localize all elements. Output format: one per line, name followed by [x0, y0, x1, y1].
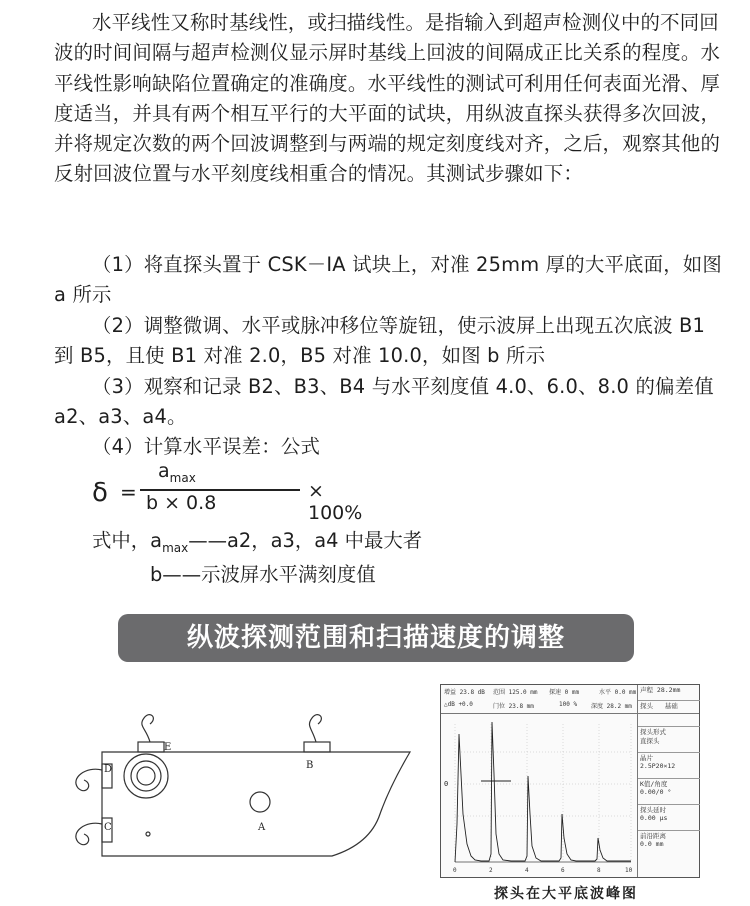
- where-line-b: b——示波屏水平满刻度值: [150, 563, 376, 586]
- formula-delta: δ: [92, 478, 108, 508]
- hdr-horizontal: 水平 0.0 mm: [599, 689, 637, 696]
- error-formula: [90, 458, 363, 524]
- cable-e: [142, 715, 154, 742]
- lens-middle: [131, 761, 161, 791]
- hdr-gate: 门位 23.8 mm: [493, 703, 534, 710]
- hdr-percent: 100 %: [559, 701, 578, 708]
- formula-numerator: $a_{max}$: [158, 460, 196, 485]
- scope-side-panel: 声程 28.2mm 探头 基础 探头形式 直探头 晶片 2.5P20×12 K值/角度 0.00/0 ° 探头延时 0.00 μs 前沿距离 0.0 mm: [637, 685, 700, 877]
- probe-diagram: [50, 706, 420, 866]
- tick-8: 8: [597, 867, 601, 874]
- formula-denominator: b × 0.8: [146, 492, 217, 514]
- y-axis-label: 0: [444, 780, 449, 788]
- hdr-gain: 增益 23.8 dB: [444, 689, 485, 696]
- step-3: （3）观察和记录 B2、B3、B4 与水平刻度值 4.0、6.0、8.0 的偏差值 a2、a3、a4。: [54, 375, 714, 429]
- label-e: E: [164, 742, 172, 753]
- figure-caption: 探头在大平底波峰图: [494, 886, 638, 902]
- cable-b: [309, 715, 321, 742]
- cable-d: [76, 769, 102, 790]
- hdr-range: 范围 125.0 mm: [493, 689, 538, 696]
- label-d: D: [104, 764, 113, 775]
- tick-0: 0: [453, 867, 457, 874]
- lens-inner: [137, 767, 155, 785]
- tick-4: 4: [525, 867, 529, 874]
- step-2: （2）调整微调、水平或脉冲移位等旋钮，使示波屏上出现五次底波 B1 到 B5，且使 B1 对准 2.0，B5 对准 10.0，如图 b 所示: [54, 314, 706, 368]
- hdr-depth: 深度 28.2 mm: [591, 703, 632, 710]
- label-c: C: [104, 822, 112, 833]
- cable-c: [76, 823, 102, 844]
- tick-6: 6: [561, 867, 565, 874]
- formula-equals: =: [120, 480, 137, 504]
- step-4: （4）计算水平误差：公式: [92, 435, 321, 458]
- label-b: B: [306, 760, 314, 771]
- hole-a: [250, 792, 270, 812]
- waveform-plot: [441, 714, 635, 876]
- step-1: （1）将直探头置于 CSK－IA 试块上，对准 25mm 厚的大平底面，如图 a 所示: [54, 253, 722, 307]
- hdr-speed: 探速 0 mm: [549, 689, 580, 696]
- where-line-a: 式中，$a_{max}——a2$，a3，a4 中最大者: [92, 529, 423, 555]
- formula-multiplier: × 100%: [308, 480, 363, 524]
- side-path: 声程 28.2mm: [638, 685, 700, 701]
- echo-waveform: [455, 722, 631, 862]
- probe-b-body: [304, 742, 330, 752]
- tick-10: 10: [625, 867, 633, 874]
- intro-paragraph: 水平线性又称时基线性，或扫描线性。是指输入到超声检测仪中的不同回波的时间间隔与超声检测仪显示屏时基线上回波的间隔成正比关系的程度。水平线性影响缺陷位置确定的准确度。水平线性的测试可利用任何表面光滑、厚度适当，并具有两个相互平行的大平面的试块，用纵波直探头获得多次回波，并将规定次数的两个回波调整到与两端的规定刻度线对齐，之后，观察其他的反射回波位置与水平刻度线相重合的情况。其测试步骤如下：: [54, 11, 721, 186]
- small-hole: [146, 832, 150, 836]
- ultrasonic-display: [440, 684, 700, 878]
- probe-e-body: [138, 742, 164, 752]
- hdr-db: △dB +0.0: [444, 701, 473, 708]
- fraction-bar: [140, 489, 300, 491]
- label-a: A: [258, 822, 266, 833]
- tick-2: 2: [489, 867, 493, 874]
- section-banner: 纵波探测范围和扫描速度的调整: [118, 614, 634, 662]
